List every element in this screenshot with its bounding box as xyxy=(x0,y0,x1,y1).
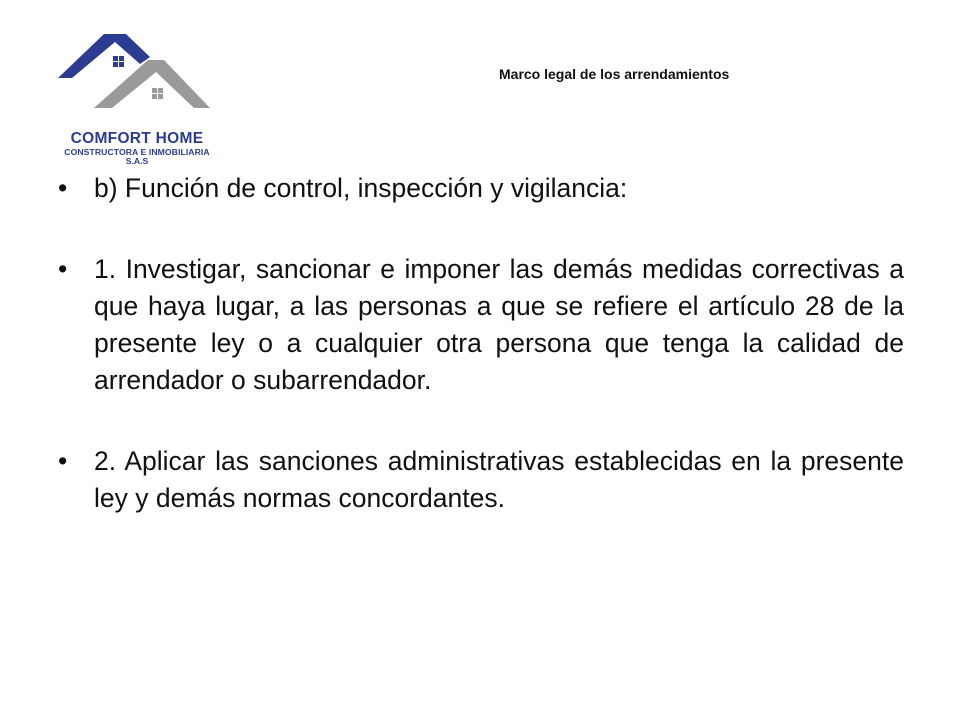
bullet-item xyxy=(58,170,904,207)
logo-suffix: S.A.S xyxy=(125,156,149,166)
logo-text xyxy=(52,130,222,166)
logo-subtitle: CONSTRUCTORA E INMOBILIARIA xyxy=(64,147,210,157)
bullet-item xyxy=(58,443,904,517)
house-roof-icon xyxy=(52,30,222,130)
bullet-text: 1. Investigar, sancionar e imponer las demás medidas correctivas a que haya lugar, a las personas a que se refiere el artículo 28 de la presente ley o a cualquier otra persona que tenga la calidad de arrendador o subarrendador. xyxy=(94,254,904,395)
logo-name: COMFORT HOME xyxy=(70,130,204,147)
bullet-dot: • xyxy=(58,254,68,284)
bullet-text: 2. Aplicar las sanciones administrativas establecidas en la presente ley y demás normas concordantes. xyxy=(94,446,904,513)
slide-header-title: Marco legal de los arrendamientos xyxy=(499,66,730,82)
company-logo xyxy=(52,30,232,166)
bullet-item xyxy=(58,251,904,399)
bullet-dot: • xyxy=(58,446,68,476)
bullet-list xyxy=(58,170,904,561)
bullet-dot: • xyxy=(58,173,68,203)
bullet-text: b) Función de control, inspección y vigilancia: xyxy=(94,173,628,203)
